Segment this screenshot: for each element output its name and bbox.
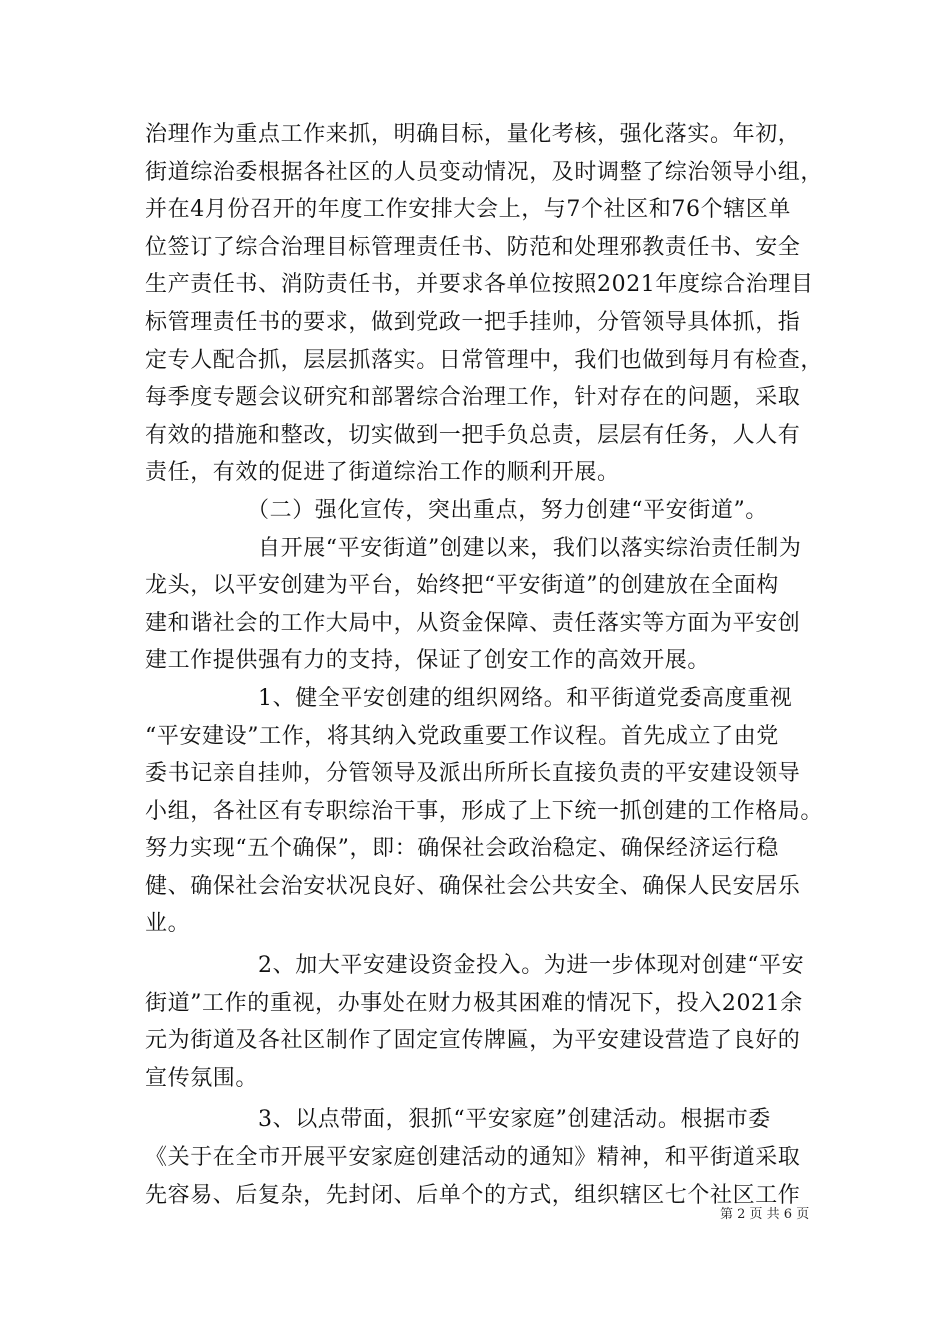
text-line: 先容易、后复杂，先封闭、后单个的方式，组织辖区七个社区工作 — [145, 1182, 801, 1208]
text-line: 并在4月份召开的年度工作安排大会上，与7个社区和76个辖区单 — [145, 197, 791, 223]
text-line: 定专人配合抓，层层抓落实。日常管理中，我们也做到每月有检查， — [145, 347, 824, 373]
text-line: 1、健全平安创建的组织网络。和平街道党委高度重视 — [145, 685, 793, 711]
text-line: 位签订了综合治理目标管理责任书、防范和处理邪教责任书、安全 — [145, 234, 801, 260]
text-line: 标管理责任书的要求，做到党政一把手挂帅，分管领导具体抓，指 — [145, 309, 801, 335]
text-line: “平安建设”工作，将其纳入党政重要工作议程。首先成立了由党 — [145, 723, 779, 749]
section-heading: （二）强化宣传，突出重点，努力创建“平安街道”。 — [145, 497, 768, 523]
page-number-footer: 第 2 页 共 6 页 — [720, 1207, 810, 1222]
text-line: 2、加大平安建设资金投入。为进一步体现对创建“平安 — [145, 953, 805, 979]
text-line: 委书记亲自挂帅，分管领导及派出所所长直接负责的平安建设领导 — [145, 761, 801, 787]
text-line: 宣传氛围。 — [145, 1065, 259, 1091]
text-line: 自开展“平安街道”创建以来，我们以落实综治责任制为 — [145, 535, 802, 561]
text-line: 元为街道及各社区制作了固定宣传牌匾，为平安建设营造了良好的 — [145, 1028, 801, 1054]
text-line: 街道”工作的重视，办事处在财力极其困难的情况下，投入2021余 — [145, 990, 803, 1016]
text-line: 小组，各社区有专职综治干事，形成了上下统一抓创建的工作格局。 — [145, 798, 824, 824]
body-text — [145, 116, 824, 1214]
text-line: 有效的措施和整改，切实做到一把手负总责，层层有任务，人人有 — [145, 422, 801, 448]
text-line: 龙头，以平安创建为平台，始终把“平安街道”的创建放在全面构 — [145, 573, 779, 599]
text-line: 《关于在全市开展平安家庭创建活动的通知》精神，和平街道采取 — [145, 1145, 801, 1171]
text-line: 建工作提供强有力的支持，保证了创安工作的高效开展。 — [145, 648, 711, 674]
text-line: 健、确保社会治安状况良好、确保社会公共安全、确保人民安居乐 — [145, 873, 801, 899]
text-line: 责任，有效的促进了街道综治工作的顺利开展。 — [145, 460, 620, 486]
text-line: 业。 — [145, 911, 191, 937]
text-line: 建和谐社会的工作大局中，从资金保障、责任落实等方面为平安创 — [145, 610, 801, 636]
text-line: 努力实现“五个确保”，即：确保社会政治稳定、确保经济运行稳 — [145, 836, 779, 862]
text-line: 3、以点带面，狠抓“平安家庭”创建活动。根据市委 — [145, 1107, 771, 1133]
text-line: 生产责任书、消防责任书，并要求各单位按照2021年度综合治理目 — [145, 272, 814, 298]
text-line: 治理作为重点工作来抓，明确目标，量化考核，强化落实。年初， — [145, 122, 801, 147]
text-line: 街道综治委根据各社区的人员变动情况，及时调整了综治领导小组， — [145, 159, 824, 185]
text-line: 每季度专题会议研究和部署综合治理工作，针对存在的问题，采取 — [145, 385, 801, 411]
